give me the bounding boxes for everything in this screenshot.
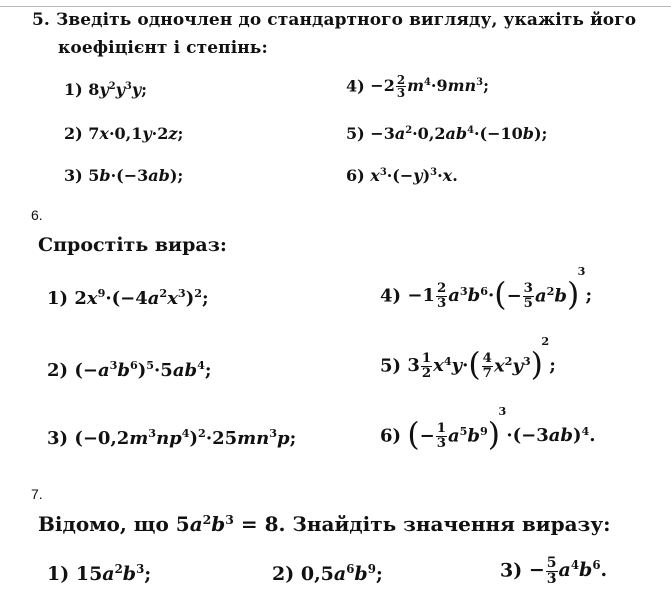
task7-title-suffix: Знайдіть значення виразу: bbox=[292, 512, 611, 536]
task7-item-3 bbox=[500, 556, 607, 587]
math-expression: $2x^9\cdot(-4a^2x^3)^2$; bbox=[74, 287, 209, 309]
top-divider bbox=[0, 6, 671, 7]
math-expression: $15a^2b^3$; bbox=[75, 561, 152, 585]
math-expression: −1 $\frac{2}{3}$ $a^3b^6\cdot(-$ $\frac{3}{5}$ $a^2b$) 3 ; bbox=[407, 264, 593, 313]
task5-item-1 bbox=[64, 80, 147, 99]
task7-number: 7. bbox=[31, 486, 43, 502]
task6-title: Спростіть вираз: bbox=[38, 234, 227, 256]
item-number: 1) bbox=[64, 80, 83, 99]
math-expression: 5b·(−3ab); bbox=[88, 166, 184, 185]
item-number: 3) bbox=[64, 166, 83, 185]
math-expression: $x^3\cdot(-y)^3\cdot x$. bbox=[370, 166, 458, 185]
math-expression: $-3a^2\cdot 0,2ab^4\cdot(-10b)$; bbox=[370, 124, 548, 143]
item-number: 1) bbox=[47, 563, 70, 585]
math-expression: $0,5a^6b^9$; bbox=[300, 561, 383, 585]
math-expression: $(-0,2m^3np^4)^2\cdot 25mn^3p$; bbox=[74, 427, 297, 449]
task5-title-line2: коефіцієнт і степінь: bbox=[58, 38, 268, 58]
task5-item-6 bbox=[346, 166, 458, 185]
task6-item-1 bbox=[47, 288, 209, 309]
math-expression: 7x·0,1y·2z; bbox=[88, 124, 184, 143]
given-equation: $5a^2b^3 = 8$. bbox=[175, 511, 286, 536]
item-number: 2) bbox=[47, 360, 69, 381]
task6-item-2 bbox=[47, 360, 212, 381]
math-expression: $(-a^3b^6)^5\cdot 5ab^4$; bbox=[74, 359, 212, 381]
item-number: 5) bbox=[380, 355, 402, 377]
item-number: 2) bbox=[64, 124, 83, 143]
math-expression: (− $\frac{1}{3}$ $a^5b^9$) 3 $\cdot(-3ab)^4$. bbox=[407, 404, 596, 453]
item-number: 2) bbox=[272, 563, 295, 585]
item-number: 3) bbox=[47, 428, 69, 449]
item-number: 6) bbox=[346, 166, 365, 185]
math-expression: −2 $\frac{2}{3}$ $m^4\cdot 9mn^3$; bbox=[370, 73, 489, 101]
item-number: 6) bbox=[380, 425, 402, 447]
math-expression: − $\frac{5}{3}$ $a^4b^6$. bbox=[528, 555, 608, 587]
item-number: 4) bbox=[380, 285, 402, 307]
task7-item-2 bbox=[272, 563, 383, 585]
item-number: 1) bbox=[47, 288, 69, 309]
item-number: 3) bbox=[500, 559, 523, 582]
task7-item-1 bbox=[47, 563, 151, 585]
task7-title bbox=[38, 512, 611, 536]
item-number: 5) bbox=[346, 124, 365, 143]
task6-number: 6. bbox=[31, 207, 43, 223]
math-expression: 3 $\frac{1}{2}$ $x^4y\cdot$( $\frac{4}{7}$ $x^2y^3$) 2 ; bbox=[407, 334, 556, 383]
task7-title-prefix: Відомо, що bbox=[38, 512, 169, 536]
task5-item-3 bbox=[64, 166, 183, 185]
task5-item-4 bbox=[346, 74, 489, 100]
task5-item-5 bbox=[346, 124, 547, 143]
math-expression: $8y^2y^3y$; bbox=[88, 80, 148, 99]
task5-item-2 bbox=[64, 124, 183, 143]
task6-item-3 bbox=[47, 428, 296, 449]
task6-item-5 bbox=[380, 334, 556, 383]
task6-item-4 bbox=[380, 264, 593, 313]
item-number: 4) bbox=[346, 76, 365, 96]
task6-item-6 bbox=[380, 404, 596, 453]
task5-title-line1: 5. Зведіть одночлен до стандартного вигляду, укажіть його bbox=[32, 10, 637, 30]
